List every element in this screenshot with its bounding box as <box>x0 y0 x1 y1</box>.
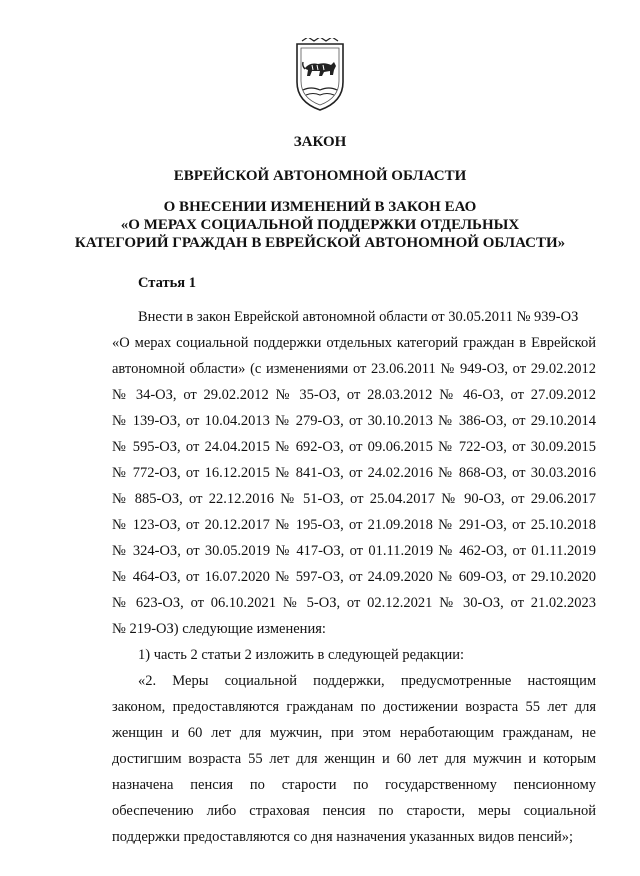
article-heading: Статья 1 <box>138 275 196 291</box>
body-line: 1) часть 2 статьи 2 изложить в следующей редакции: <box>138 647 464 663</box>
body-line: Внести в закон Еврейской автономной области от 30.05.2011 № 939-ОЗ <box>138 309 579 325</box>
body-line: № 885-ОЗ, от 22.12.2016 № 51-ОЗ, от 25.04.2017 № 90-ОЗ, от 29.06.2017 <box>112 491 596 507</box>
body-line: № 34-ОЗ, от 29.02.2012 № 35-ОЗ, от 28.03.2012 № 46-ОЗ, от 27.09.2012 <box>112 387 596 403</box>
law-heading: ЗАКОН <box>293 134 347 150</box>
body-line: обеспечению либо страховая пенсия по старости, меры социальной <box>112 803 596 819</box>
body-line: № 772-ОЗ, от 16.12.2015 № 841-ОЗ, от 24.02.2016 № 868-ОЗ, от 30.03.2016 <box>112 465 596 481</box>
body-line: «2. Меры социальной поддержки, предусмотренные настоящим <box>138 673 596 689</box>
body-line: № 595-ОЗ, от 24.04.2015 № 692-ОЗ, от 09.06.2015 № 722-ОЗ, от 30.09.2015 <box>112 439 596 455</box>
subject-line-2: «О МЕРАХ СОЦИАЛЬНОЙ ПОДДЕРЖКИ ОТДЕЛЬНЫХ <box>120 217 520 233</box>
body-line: поддержки предоставляются со дня назначения указанных видов пенсий»; <box>112 829 574 845</box>
body-line: законом, предоставляются гражданам по достижении возраста 55 лет для <box>112 699 596 715</box>
subject-line-1: О ВНЕСЕНИИ ИЗМЕНЕНИЙ В ЗАКОН ЕАО <box>163 199 477 215</box>
body-line: «О мерах социальной поддержки отдельных категорий граждан в Еврейской <box>112 335 596 351</box>
body-line: автономной области» (с изменениями от 23.06.2011 № 949-ОЗ, от 29.02.2012 <box>112 361 596 377</box>
body-line: № 219-ОЗ) следующие изменения: <box>112 621 326 637</box>
body-line: № 139-ОЗ, от 10.04.2013 № 279-ОЗ, от 30.10.2013 № 386-ОЗ, от 29.10.2014 <box>112 413 596 429</box>
coat-of-arms-emblem <box>294 38 346 114</box>
body-line: № 324-ОЗ, от 30.05.2019 № 417-ОЗ, от 01.11.2019 № 462-ОЗ, от 01.11.2019 <box>112 543 596 559</box>
body-line: № 123-ОЗ, от 20.12.2017 № 195-ОЗ, от 21.09.2018 № 291-ОЗ, от 25.10.2018 <box>112 517 596 533</box>
region-heading: ЕВРЕЙСКОЙ АВТОНОМНОЙ ОБЛАСТИ <box>173 168 467 184</box>
body-line: женщин и 60 лет для мужчин, при этом неработающим гражданам, не <box>112 725 596 741</box>
body-line: назначена пенсия по старости по государственному пенсионному <box>112 777 596 793</box>
body-line: № 623-ОЗ, от 06.10.2021 № 5-ОЗ, от 02.12.2021 № 30-ОЗ, от 21.02.2023 <box>112 595 596 611</box>
subject-line-3: КАТЕГОРИЙ ГРАЖДАН В ЕВРЕЙСКОЙ АВТОНОМНОЙ ОБЛАСТИ» <box>74 235 566 251</box>
body-line: № 464-ОЗ, от 16.07.2020 № 597-ОЗ, от 24.09.2020 № 609-ОЗ, от 29.10.2020 <box>112 569 596 585</box>
law-subject-heading <box>0 198 640 252</box>
body-line: достигшим возраста 55 лет для женщин и 60 лет для мужчин и которым <box>112 751 596 767</box>
